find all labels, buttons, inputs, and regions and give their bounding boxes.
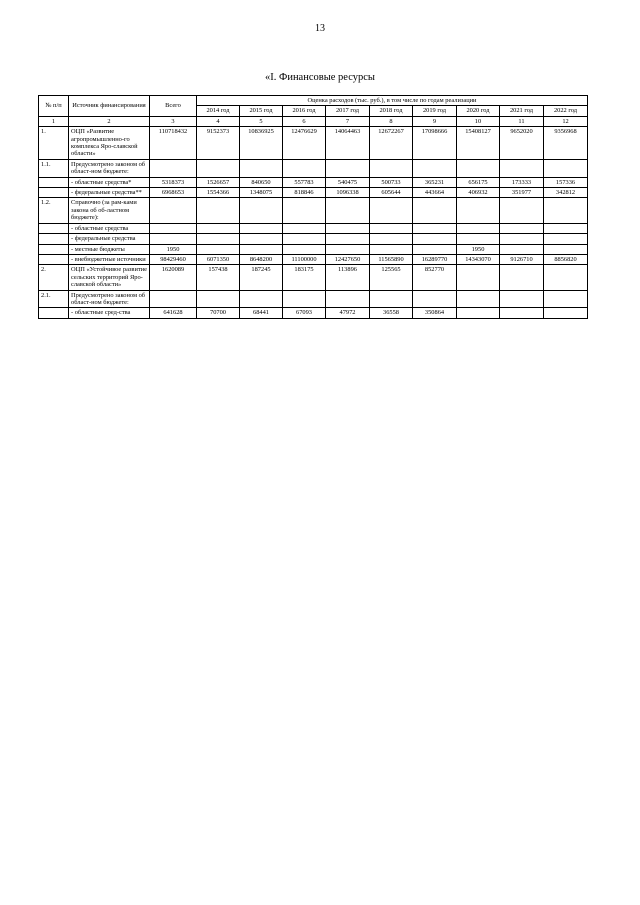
row-year-value: [544, 244, 588, 254]
table-body: [39, 116, 588, 318]
header-year: 2015 год: [240, 106, 283, 116]
header-year: 2019 год: [413, 106, 457, 116]
row-year-value: [500, 223, 544, 233]
row-year-value: 14343070: [457, 254, 500, 264]
row-year-value: [500, 265, 544, 290]
row-year-value: 9652020: [500, 127, 544, 160]
column-number: 3: [150, 116, 197, 126]
table-row: [39, 290, 588, 308]
row-year-value: 16289770: [413, 254, 457, 264]
row-source-name: Предусмотрено законом об област-ном бюджете:: [69, 290, 150, 308]
row-year-value: [326, 159, 370, 177]
row-source-name: - внебюджетные источники: [69, 254, 150, 264]
row-year-value: 47972: [326, 308, 370, 318]
row-number: 2.: [39, 265, 69, 290]
row-year-value: [457, 234, 500, 244]
row-total: [150, 159, 197, 177]
row-year-value: [370, 198, 413, 223]
row-year-value: [283, 223, 326, 233]
row-source-name: - областные сред-ства: [69, 308, 150, 318]
row-year-value: [500, 290, 544, 308]
header-year: 2014 год: [197, 106, 240, 116]
header-year: 2018 год: [370, 106, 413, 116]
row-number: 1.1.: [39, 159, 69, 177]
row-year-value: 157438: [197, 265, 240, 290]
row-year-value: [413, 223, 457, 233]
row-source-name: - областные средства*: [69, 177, 150, 187]
financial-resources-table: [38, 95, 588, 319]
row-year-value: [283, 244, 326, 254]
row-source-name: Предусмотрено законом об област-ном бюджете:: [69, 159, 150, 177]
table-row: [39, 159, 588, 177]
table-row: [39, 177, 588, 187]
row-total: [150, 198, 197, 223]
table-header: [39, 96, 588, 117]
row-year-value: [326, 234, 370, 244]
row-year-value: 17098666: [413, 127, 457, 160]
row-year-value: 540475: [326, 177, 370, 187]
row-year-value: 406932: [457, 188, 500, 198]
row-total: 6968653: [150, 188, 197, 198]
row-year-value: [370, 234, 413, 244]
row-number: 1.2.: [39, 198, 69, 223]
row-year-value: [370, 290, 413, 308]
row-year-value: 1526657: [197, 177, 240, 187]
row-year-value: 365231: [413, 177, 457, 187]
header-year: 2020 год: [457, 106, 500, 116]
header-year: 2021 год: [500, 106, 544, 116]
row-number: [39, 244, 69, 254]
header-year: 2017 год: [326, 106, 370, 116]
row-year-value: [240, 234, 283, 244]
column-number: 5: [240, 116, 283, 126]
row-source-name: - областные средства: [69, 223, 150, 233]
row-year-value: [283, 234, 326, 244]
row-year-value: [197, 290, 240, 308]
row-total: [150, 223, 197, 233]
table-row: [39, 265, 588, 290]
row-year-value: [326, 244, 370, 254]
row-year-value: [370, 159, 413, 177]
row-year-value: [457, 223, 500, 233]
row-year-value: 656175: [457, 177, 500, 187]
row-year-value: 1950: [457, 244, 500, 254]
header-total: Всего: [150, 96, 197, 117]
row-year-value: [544, 159, 588, 177]
row-year-value: 68441: [240, 308, 283, 318]
row-year-value: [500, 198, 544, 223]
row-year-value: [413, 234, 457, 244]
row-year-value: [370, 223, 413, 233]
header-year: 2022 год: [544, 106, 588, 116]
row-year-value: 443664: [413, 188, 457, 198]
row-number: [39, 234, 69, 244]
row-year-value: 9152373: [197, 127, 240, 160]
row-year-value: 9126710: [500, 254, 544, 264]
row-year-value: 36558: [370, 308, 413, 318]
row-year-value: [457, 290, 500, 308]
column-number: 10: [457, 116, 500, 126]
row-year-value: [240, 223, 283, 233]
column-number: 1: [39, 116, 69, 126]
row-year-value: 342812: [544, 188, 588, 198]
column-number: 4: [197, 116, 240, 126]
row-total: 641628: [150, 308, 197, 318]
row-year-value: [197, 244, 240, 254]
row-year-value: 11100000: [283, 254, 326, 264]
row-year-value: [500, 159, 544, 177]
row-source-name: ОЦП «Устойчивое развитие сельских территорий Яро-славской области»: [69, 265, 150, 290]
row-number: 1.: [39, 127, 69, 160]
header-year: 2016 год: [283, 106, 326, 116]
header-num: № п/п: [39, 96, 69, 117]
row-year-value: 14064463: [326, 127, 370, 160]
table-row: [39, 244, 588, 254]
row-year-value: [500, 234, 544, 244]
row-year-value: 840650: [240, 177, 283, 187]
table-row: [39, 234, 588, 244]
row-total: 1950: [150, 244, 197, 254]
row-source-name: ОЦП «Развитие агропромышленно-го комплекса Яро-славской области»: [69, 127, 150, 160]
row-year-value: [544, 234, 588, 244]
table-row: [39, 308, 588, 318]
row-year-value: 12672267: [370, 127, 413, 160]
column-number: 11: [500, 116, 544, 126]
row-year-value: 818846: [283, 188, 326, 198]
row-year-value: [544, 223, 588, 233]
row-year-value: [197, 159, 240, 177]
row-year-value: 8856820: [544, 254, 588, 264]
row-year-value: 15408127: [457, 127, 500, 160]
row-year-value: [240, 290, 283, 308]
row-year-value: [544, 308, 588, 318]
table-row: [39, 188, 588, 198]
section-title: «I. Финансовые ресурсы: [265, 72, 375, 83]
header-estimate: Оценка расходов (тыс. руб.), в том числе по годам реализации: [197, 96, 588, 106]
row-total: [150, 234, 197, 244]
row-year-value: 557783: [283, 177, 326, 187]
row-number: [39, 254, 69, 264]
row-year-value: 173333: [500, 177, 544, 187]
row-year-value: 605644: [370, 188, 413, 198]
row-source-name: - местные бюджеты: [69, 244, 150, 254]
row-total: 110718432: [150, 127, 197, 160]
column-number: 2: [69, 116, 150, 126]
page-number: 13: [315, 23, 325, 34]
row-year-value: 8648200: [240, 254, 283, 264]
row-year-value: 70700: [197, 308, 240, 318]
row-year-value: [197, 198, 240, 223]
row-year-value: 125565: [370, 265, 413, 290]
row-total: 1620089: [150, 265, 197, 290]
row-year-value: 6071350: [197, 254, 240, 264]
row-year-value: [500, 244, 544, 254]
row-source-name: - федеральные средства: [69, 234, 150, 244]
row-year-value: [500, 308, 544, 318]
row-source-name: - федеральные средства**: [69, 188, 150, 198]
column-number: 8: [370, 116, 413, 126]
row-year-value: [197, 234, 240, 244]
row-year-value: 113896: [326, 265, 370, 290]
row-year-value: 1348075: [240, 188, 283, 198]
row-year-value: [544, 265, 588, 290]
column-number: 7: [326, 116, 370, 126]
row-year-value: 351977: [500, 188, 544, 198]
row-number: [39, 223, 69, 233]
table-row: [39, 223, 588, 233]
row-year-value: 350864: [413, 308, 457, 318]
row-year-value: [544, 198, 588, 223]
row-year-value: 10836925: [240, 127, 283, 160]
table-row: [39, 198, 588, 223]
row-year-value: 183175: [283, 265, 326, 290]
row-number: [39, 308, 69, 318]
row-year-value: [413, 159, 457, 177]
row-number: [39, 188, 69, 198]
row-year-value: [457, 198, 500, 223]
row-year-value: 9356968: [544, 127, 588, 160]
row-year-value: [240, 244, 283, 254]
row-year-value: [457, 265, 500, 290]
row-year-value: [326, 198, 370, 223]
row-year-value: 157336: [544, 177, 588, 187]
row-year-value: [457, 159, 500, 177]
row-year-value: 852770: [413, 265, 457, 290]
row-year-value: [413, 198, 457, 223]
row-total: [150, 290, 197, 308]
column-numbers-row: [39, 116, 588, 126]
row-year-value: 187245: [240, 265, 283, 290]
column-number: 9: [413, 116, 457, 126]
row-year-value: [544, 290, 588, 308]
row-year-value: 1096338: [326, 188, 370, 198]
row-year-value: [197, 223, 240, 233]
row-total: 5318373: [150, 177, 197, 187]
row-year-value: [413, 290, 457, 308]
row-number: [39, 177, 69, 187]
row-year-value: 11565890: [370, 254, 413, 264]
row-year-value: [326, 290, 370, 308]
row-total: 98429460: [150, 254, 197, 264]
row-source-name: Справочно (за рам-ками закона об об-ластном бюджете):: [69, 198, 150, 223]
row-year-value: [457, 308, 500, 318]
row-year-value: [240, 198, 283, 223]
row-year-value: [283, 290, 326, 308]
column-number: 12: [544, 116, 588, 126]
row-year-value: [413, 244, 457, 254]
row-year-value: [370, 244, 413, 254]
row-year-value: [240, 159, 283, 177]
column-number: 6: [283, 116, 326, 126]
row-year-value: [283, 159, 326, 177]
row-year-value: 67093: [283, 308, 326, 318]
row-year-value: 12427650: [326, 254, 370, 264]
table-row: [39, 127, 588, 160]
row-year-value: [283, 198, 326, 223]
row-year-value: 1554366: [197, 188, 240, 198]
row-year-value: 12476629: [283, 127, 326, 160]
row-number: 2.1.: [39, 290, 69, 308]
table-row: [39, 254, 588, 264]
row-year-value: 500733: [370, 177, 413, 187]
header-source: Источник финансирования: [69, 96, 150, 117]
row-year-value: [326, 223, 370, 233]
